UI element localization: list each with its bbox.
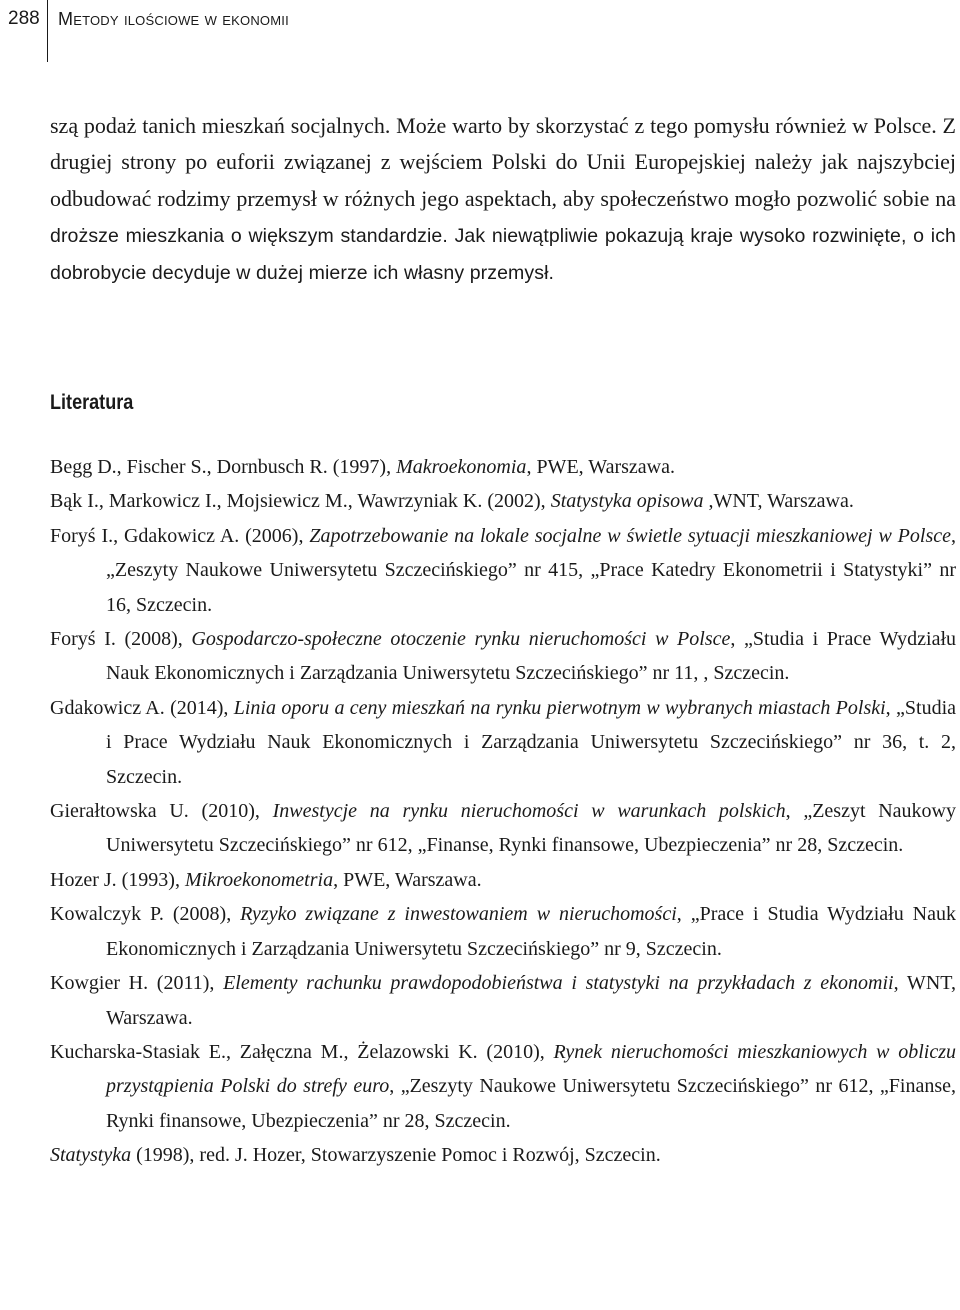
reference-details: , „Studia i Prace Wydziału Nauk Ekonomicznych i Zarządzania Uniwersytetu Szczecińskiego” nr 11, , Szczecin.: [106, 628, 956, 685]
reference-details: ,WNT, Warszawa.: [703, 490, 854, 513]
reference-entry: [50, 450, 956, 484]
reference-authors: Begg D., Fischer S., Dornbusch R. (1997),: [50, 456, 397, 478]
reference-title: Statystyka: [50, 1144, 132, 1167]
reference-authors: Gdakowicz A. (2014),: [50, 696, 234, 719]
reference-details: , „Zeszyty Naukowe Uniwersytetu Szczecińskiego” nr 415, „Prace Katedry Ekonometrii i Statystyki” nr 16, Szczecin.: [106, 524, 956, 616]
reference-entry: [50, 1035, 956, 1138]
reference-entry: [50, 897, 956, 966]
reference-entry: [50, 1138, 956, 1172]
running-title: Metody ilościowe w ekonomii: [58, 9, 289, 29]
reference-title: Rynek nieruchomości mieszkaniowych w obliczu przystąpienia Polski do strefy euro: [106, 1040, 957, 1098]
reference-authors: Kowgier H. (2011),: [50, 972, 224, 995]
body-paragraph: [50, 108, 956, 291]
reference-entry: [50, 622, 956, 691]
reference-entry: [50, 691, 956, 794]
literature-heading: Literatura: [50, 391, 134, 414]
body-text-serif: szą podaż tanich mieszkań socjalnych. Może warto by skorzystać z tego pomysłu również w Polsce. Z drugiej strony po euforii związanej z wejściem Polski do Unii Europejskiej należy jak najszybciej odbudować rodzimy przemysł w różnych jego aspektach, aby społeczeństwo mogło pozwolić sobie na: [50, 113, 956, 211]
reference-details: (1998), red. J. Hozer, Stowarzyszenie Pomoc i Rozwój, Szczecin.: [131, 1144, 661, 1167]
reference-details: , „Studia i Prace Wydziału Nauk Ekonomicznych i Zarządzania Uniwersytetu Szczecińskiego” nr 36, t. 2, Szczecin.: [106, 696, 956, 788]
reference-title: Elementy rachunku prawdopodobieństwa i statystyki na przykładach z ekonomii: [223, 972, 894, 995]
body-text-sans: droższe mieszkania o większym standardzie. Jak niewątpliwie pokazują kraje wysoko rozwinięte, o ich dobrobycie decyduje w dużej mierze ich własny przemysł.: [50, 224, 956, 285]
reference-entry: [50, 794, 956, 863]
reference-title: Makroekonomia: [396, 456, 527, 478]
reference-title: Linia oporu a ceny mieszkań na rynku pierwotnym w wybranych miastach Polski: [233, 696, 886, 719]
reference-authors: Foryś I., Gdakowicz A. (2006),: [50, 524, 310, 547]
page-number: 288: [8, 8, 40, 29]
reference-title: Ryzyko związane z inwestowaniem w nieruchomości: [240, 903, 677, 926]
reference-entry: [50, 519, 956, 622]
reference-title: Inwestycje na rynku nieruchomości w warunkach polskich: [272, 800, 786, 823]
reference-authors: Kucharska-Stasiak E., Załęczna M., Żelazowski K. (2010),: [50, 1040, 554, 1063]
reference-authors: Bąk I., Markowicz I., Mojsiewicz M., Wawrzyniak K. (2002),: [50, 490, 551, 513]
reference-authors: Kowalczyk P. (2008),: [50, 903, 241, 926]
header-divider: [47, 0, 48, 62]
reference-entry: [50, 966, 956, 1035]
reference-details: , PWE, Warszawa.: [333, 868, 482, 891]
reference-title: Statystyka opisowa: [550, 490, 704, 513]
reference-details: , „Zeszyt Naukowy Uniwersytetu Szczecińskiego” nr 612, „Finanse, Rynki finansowe, Ubezpieczenia” nr 28, Szczecin.: [106, 800, 956, 857]
reference-entry: [50, 484, 956, 518]
reference-title: Mikroekonometria: [184, 868, 334, 891]
reference-details: , „Zeszyty Naukowe Uniwersytetu Szczecińskiego” nr 612, „Finanse, Rynki finansowe, Ubezpieczenia” nr 28, Szczecin.: [106, 1075, 957, 1132]
reference-authors: Hozer J. (1993),: [50, 868, 185, 891]
reference-details: , WNT, Warszawa.: [106, 972, 956, 1029]
reference-details: , „Prace i Studia Wydziału Nauk Ekonomicznych i Zarządzania Uniwersytetu Szczecińskiego” nr 9, Szczecin.: [106, 903, 956, 960]
reference-authors: Foryś I. (2008),: [50, 628, 192, 651]
reference-title: Gospodarczo-społeczne otoczenie rynku nieruchomości w Polsce: [191, 628, 731, 651]
reference-entry: [50, 863, 956, 897]
reference-authors: Gierałtowska U. (2010),: [50, 800, 273, 823]
reference-title: Zapotrzebowanie na lokale socjalne w świetle sytuacji mieszkaniowej w Polsce: [309, 524, 951, 547]
reference-list: [50, 450, 956, 1173]
reference-details: , PWE, Warszawa.: [526, 456, 675, 478]
